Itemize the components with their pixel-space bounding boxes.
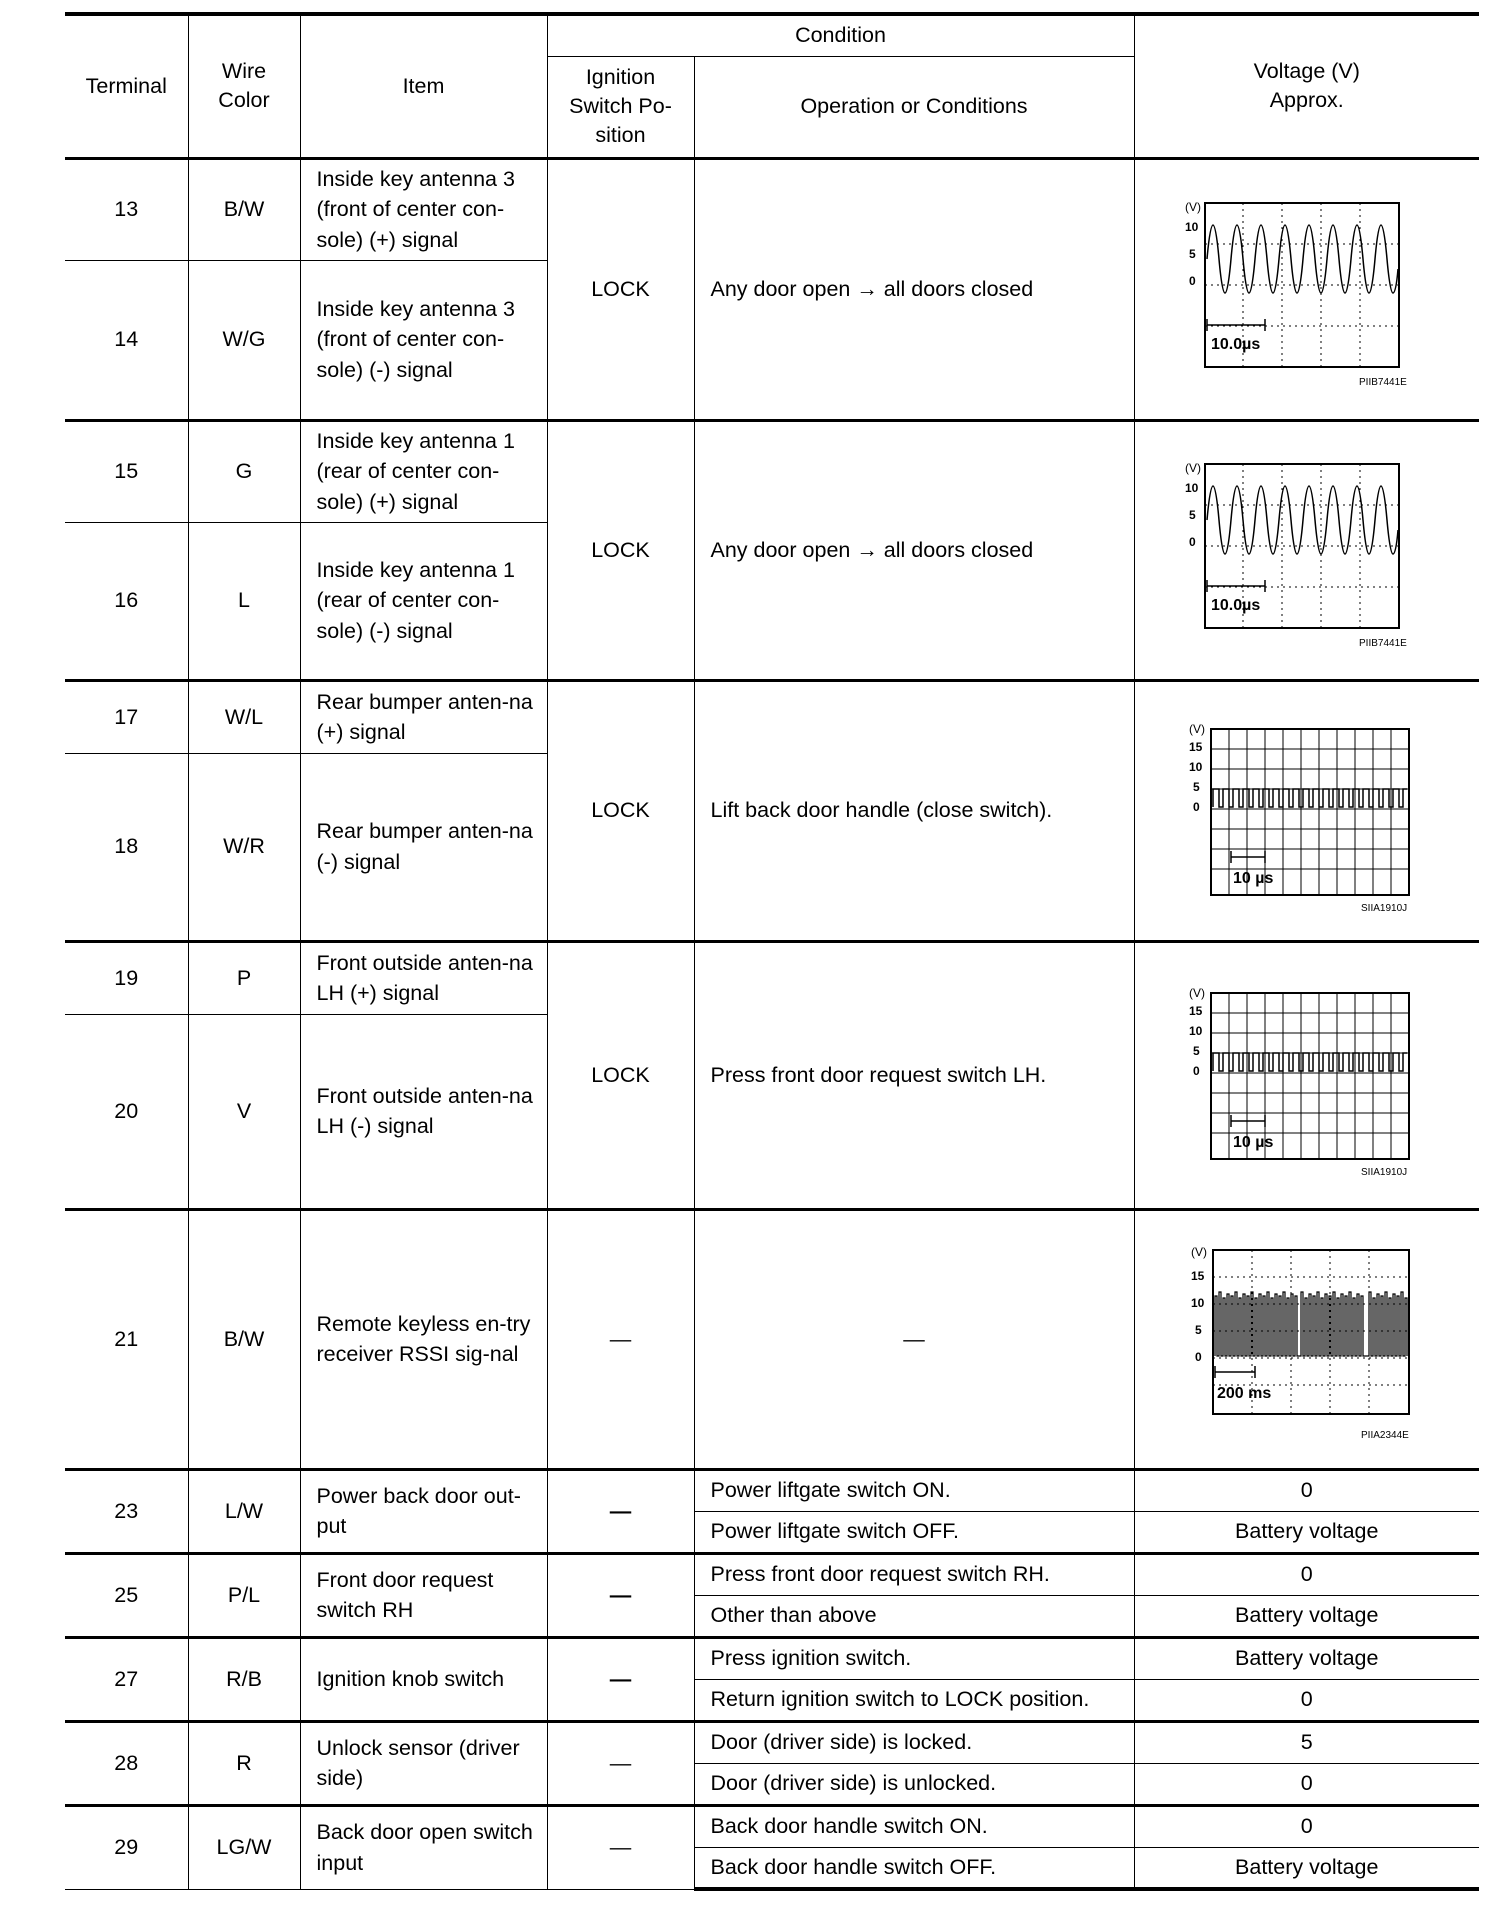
waveform-chart [1177, 711, 1437, 911]
waveform-unit: (V) [1190, 1245, 1207, 1259]
waveform-code: PIIA2344E [1360, 1430, 1409, 1441]
waveform-unit: (V) [1184, 461, 1201, 475]
voltage-cell: Battery voltage [1134, 1847, 1479, 1889]
wire-color-cell: B/W [188, 1209, 300, 1469]
voltage-waveform-cell [1134, 158, 1479, 420]
item-cell: Back door open switch input [300, 1805, 547, 1889]
item-cell: Unlock sensor (driver side) [300, 1721, 547, 1805]
operation-cell: Any door open → all doors closed [694, 420, 1134, 680]
ignition-cell: LOCK [547, 420, 694, 680]
waveform-chart [1177, 450, 1437, 650]
waveform-tick: 5 [1188, 247, 1196, 261]
terminal-cell: 20 [65, 1014, 188, 1209]
waveform-tick: 15 [1190, 1269, 1204, 1283]
item-cell: Front door request switch RH [300, 1553, 547, 1637]
waveform-timebase-marker [1215, 1366, 1255, 1378]
waveform-tick: 10 [1188, 1024, 1202, 1038]
wire-color-cell: P/L [188, 1553, 300, 1637]
waveform-timebase: 10.0µs [1210, 597, 1260, 614]
operation-cell: Door (driver side) is unlocked. [694, 1763, 1134, 1805]
wire-color-cell: V [188, 1014, 300, 1209]
terminal-cell: 23 [65, 1469, 188, 1553]
terminal-cell: 16 [65, 522, 188, 680]
ignition-cell: — [547, 1805, 694, 1889]
operation-cell: Press front door request switch LH. [694, 941, 1134, 1209]
waveform-tick: 10 [1184, 220, 1198, 234]
ignition-cell: — [547, 1209, 694, 1469]
item-cell: Inside key antenna 1 (rear of center con-sole) (-) signal [300, 522, 547, 680]
voltage-cell: 0 [1134, 1805, 1479, 1847]
waveform-timebase: 200 ms [1216, 1385, 1271, 1402]
waveform-timebase-marker [1207, 319, 1265, 331]
terminal-cell: 13 [65, 158, 188, 260]
item-cell: Front outside anten-na LH (-) signal [300, 1014, 547, 1209]
wire-color-cell: B/W [188, 158, 300, 260]
item-cell: Remote keyless en-try receiver RSSI sig-nal [300, 1209, 547, 1469]
voltage-cell: 0 [1134, 1553, 1479, 1595]
header-voltage-text: Voltage (V) Approx. [1253, 59, 1360, 113]
waveform-tick: 10 [1184, 481, 1198, 495]
waveform-timebase: 10 µs [1232, 869, 1273, 887]
wire-color-cell: LG/W [188, 1805, 300, 1889]
waveform-tick: 0 [1194, 1350, 1202, 1364]
header-ignition-position [547, 56, 694, 158]
voltage-waveform-cell [1134, 1209, 1479, 1469]
table-row [65, 1637, 1479, 1679]
terminal-cell: 19 [65, 941, 188, 1014]
waveform-code: SIIA1910J [1360, 902, 1407, 911]
operation-cell: Back door handle switch ON. [694, 1805, 1134, 1847]
waveform-trace [1213, 1053, 1407, 1071]
wire-color-cell: L [188, 522, 300, 680]
item-cell: Power back door out-put [300, 1469, 547, 1553]
waveform-unit: (V) [1184, 200, 1201, 214]
waveform-timebase-marker [1207, 580, 1265, 592]
header-operation: Operation or Conditions [694, 56, 1134, 158]
waveform-tick: 5 [1192, 779, 1200, 794]
waveform-tick: 15 [1188, 1004, 1202, 1018]
ignition-cell: LOCK [547, 158, 694, 420]
ignition-cell: — [547, 1553, 694, 1637]
waveform-tick: 15 [1188, 739, 1202, 754]
wire-color-cell: W/L [188, 680, 300, 753]
wire-color-cell: R [188, 1721, 300, 1805]
table-row [65, 158, 1479, 260]
operation-cell: — [694, 1209, 1134, 1469]
waveform-timebase: 10.0µs [1210, 336, 1260, 353]
operation-cell: Power liftgate switch ON. [694, 1469, 1134, 1511]
operation-cell: Power liftgate switch OFF. [694, 1511, 1134, 1553]
operation-cell: Press front door request switch RH. [694, 1553, 1134, 1595]
waveform-trace [1215, 1292, 1407, 1356]
voltage-waveform-cell [1134, 420, 1479, 680]
terminal-cell: 17 [65, 680, 188, 753]
waveform-chart [1177, 975, 1437, 1175]
terminal-cell: 28 [65, 1721, 188, 1805]
wire-color-cell: W/R [188, 753, 300, 941]
terminal-cell: 14 [65, 260, 188, 420]
operation-cell: Return ignition switch to LOCK position. [694, 1679, 1134, 1721]
waveform-unit: (V) [1188, 721, 1205, 736]
waveform-tick: 0 [1192, 1064, 1200, 1078]
terminal-table [65, 12, 1479, 1891]
waveform-code: PIIB7441E [1358, 377, 1407, 388]
waveform-trace [1207, 486, 1398, 554]
wire-color-cell: P [188, 941, 300, 1014]
operation-cell: Any door open → all doors closed [694, 158, 1134, 420]
voltage-waveform-cell [1134, 680, 1479, 941]
ignition-cell: — [547, 1469, 694, 1553]
item-cell: Front outside anten-na LH (+) signal [300, 941, 547, 1014]
item-cell: Rear bumper anten-na (-) signal [300, 753, 547, 941]
table-row [65, 1209, 1479, 1469]
waveform-tick: 5 [1192, 1044, 1200, 1058]
item-cell: Ignition knob switch [300, 1637, 547, 1721]
voltage-cell: 0 [1134, 1763, 1479, 1805]
voltage-cell: Battery voltage [1134, 1511, 1479, 1553]
waveform-tick: 10 [1188, 759, 1202, 774]
voltage-cell: 0 [1134, 1469, 1479, 1511]
operation-cell: Door (driver side) is locked. [694, 1721, 1134, 1763]
waveform-timebase: 10 µs [1232, 1134, 1273, 1151]
item-cell: Inside key antenna 3 (front of center con-sole) (-) signal [300, 260, 547, 420]
ignition-cell: — [547, 1637, 694, 1721]
header-ignition-position-text: Ignition Switch Po-sition [569, 64, 672, 147]
header-wire-color-text: Wire Color [218, 59, 270, 113]
voltage-cell: Battery voltage [1134, 1637, 1479, 1679]
waveform-code: PIIB7441E [1358, 638, 1407, 649]
waveform-chart [1177, 1234, 1437, 1444]
waveform-unit: (V) [1188, 986, 1205, 1000]
operation-cell: Lift back door handle (close switch). [694, 680, 1134, 941]
terminal-cell: 18 [65, 753, 188, 941]
table-row [65, 1469, 1479, 1511]
terminal-cell: 21 [65, 1209, 188, 1469]
waveform-timebase-marker [1231, 1115, 1265, 1127]
table-row [65, 420, 1479, 522]
table-row [65, 1553, 1479, 1595]
waveform-tick: 0 [1188, 274, 1196, 288]
waveform-tick: 5 [1194, 1323, 1202, 1337]
voltage-cell: 5 [1134, 1721, 1479, 1763]
table-row [65, 941, 1479, 1014]
table-row [65, 1721, 1479, 1763]
ignition-cell: LOCK [547, 680, 694, 941]
terminal-cell: 29 [65, 1805, 188, 1889]
waveform-chart [1177, 189, 1437, 389]
table-row [65, 1805, 1479, 1847]
waveform-code: SIIA1910J [1360, 1167, 1407, 1175]
operation-cell: Press ignition switch. [694, 1637, 1134, 1679]
header-voltage [1134, 14, 1479, 158]
header-wire-color [188, 14, 300, 158]
wire-color-cell: W/G [188, 260, 300, 420]
header-item: Item [300, 14, 547, 158]
voltage-cell: Battery voltage [1134, 1595, 1479, 1637]
wire-color-cell: L/W [188, 1469, 300, 1553]
table-row [65, 680, 1479, 753]
voltage-waveform-cell [1134, 941, 1479, 1209]
voltage-cell: 0 [1134, 1679, 1479, 1721]
waveform-tick: 10 [1190, 1296, 1204, 1310]
terminal-cell: 25 [65, 1553, 188, 1637]
item-cell: Inside key antenna 3 (front of center con-sole) (+) signal [300, 158, 547, 260]
item-cell: Inside key antenna 1 (rear of center con-sole) (+) signal [300, 420, 547, 522]
terminal-cell: 15 [65, 420, 188, 522]
waveform-tick: 0 [1188, 535, 1196, 549]
wire-color-cell: R/B [188, 1637, 300, 1721]
header-condition: Condition [547, 14, 1134, 56]
terminal-cell: 27 [65, 1637, 188, 1721]
waveform-tick: 5 [1188, 508, 1196, 522]
item-cell: Rear bumper anten-na (+) signal [300, 680, 547, 753]
waveform-trace [1213, 789, 1407, 807]
ignition-cell: LOCK [547, 941, 694, 1209]
operation-cell: Other than above [694, 1595, 1134, 1637]
waveform-tick: 0 [1192, 799, 1200, 814]
header-terminal: Terminal [65, 14, 188, 158]
wire-color-cell: G [188, 420, 300, 522]
waveform-trace [1207, 225, 1398, 293]
waveform-timebase-marker [1231, 851, 1265, 863]
ignition-cell: — [547, 1721, 694, 1805]
operation-cell: Back door handle switch OFF. [694, 1847, 1134, 1889]
